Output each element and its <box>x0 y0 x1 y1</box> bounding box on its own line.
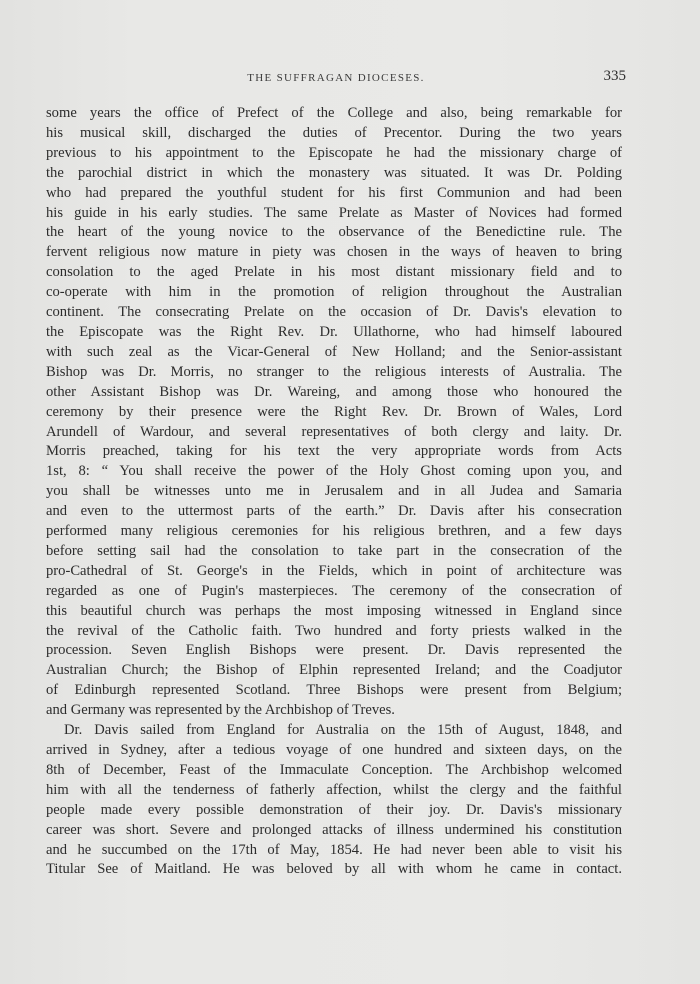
text-line: ceremony by their presence were the Right Rev. Dr. Brown of Wales, Lord <box>46 403 622 420</box>
text-line: his guide in his early studies. The same Prelate as Master of Novices had formed <box>46 204 622 221</box>
text-line: and he succumbed on the 17th of May, 1854. He had never been able to visit his <box>46 841 622 858</box>
text-line: with such zeal as the Vicar-General of New Holland; and the Senior-assistant <box>46 343 622 360</box>
text-line: of Edinburgh represented Scotland. Three Bishops were present from Belgium; <box>46 682 622 699</box>
text-line: 1st, 8: “ You shall receive the power of the Holy Ghost coming upon you, and <box>46 463 622 480</box>
text-line: the Episcopate was the Right Rev. Dr. Ullathorne, who had himself laboured <box>46 323 622 340</box>
text-line: previous to his appointment to the Episcopate he had the missionary charge of <box>46 144 622 161</box>
text-line: arrived in Sydney, after a tedious voyage of one hundred and sixteen days, on the <box>46 742 622 758</box>
text-line: 8th of December, Feast of the Immaculate Conception. The Archbishop welcomed <box>46 761 622 778</box>
text-line: career was short. Severe and prolonged attacks of illness undermined his constitution <box>46 821 622 838</box>
text-line: this beautiful church was perhaps the most imposing witnessed in England since <box>46 602 622 619</box>
text-line: regarded as one of Pugin's masterpieces. The ceremony of the consecration of <box>46 582 622 599</box>
text-line: the revival of the Catholic faith. Two hundred and forty priests walked in the <box>46 622 622 639</box>
text-line: procession. Seven English Bishops were present. Dr. Davis represented the <box>46 642 622 659</box>
text-line: other Assistant Bishop was Dr. Wareing, and among those who honoured the <box>46 383 622 400</box>
text-line: Arundell of Wardour, and several representatives of both clergy and laity. Dr. <box>46 423 622 440</box>
text-line: pro-Cathedral of St. George's in the Fields, which in point of architecture was <box>46 562 622 579</box>
text-line: Bishop was Dr. Morris, no stranger to the religious interests of Australia. The <box>46 363 622 380</box>
text-line: him with all the tenderness of fatherly affection, whilst the clergy and the faithful <box>46 781 622 798</box>
text-line: before setting sail had the consolation to take part in the consecration of the <box>46 542 622 559</box>
running-head: THE SUFFRAGAN DIOCESES. <box>247 72 425 84</box>
text-line: you shall be witnesses unto me in Jerusalem and in all Judea and Samaria <box>46 483 622 500</box>
text-line: performed many religious ceremonies for his religious brethren, and a few days <box>46 523 622 540</box>
text-line: his musical skill, discharged the duties of Precentor. During the two years <box>46 124 622 141</box>
text-line: Australian Church; the Bishop of Elphin represented Ireland; and the Coadjutor <box>46 662 622 679</box>
text-line: and even to the uttermost parts of the earth.” Dr. Davis after his consecration <box>46 503 622 520</box>
text-line: some years the office of Prefect of the College and also, being remarkable for <box>46 105 622 121</box>
text-line: people made every possible demonstration of their joy. Dr. Davis's missionary <box>46 801 622 818</box>
text-line: consolation to the aged Prelate in his most distant missionary field and to <box>46 264 622 281</box>
text-line: Morris preached, taking for his text the very appropriate words from Acts <box>46 443 622 460</box>
page-number: 335 <box>603 68 626 84</box>
paragraph-start-line: Dr. Davis sailed from England for Australia on the 15th of August, 1848, and <box>64 722 622 739</box>
text-line: Titular See of Maitland. He was beloved by all with whom he came in contact. <box>46 861 622 878</box>
text-line: who had prepared the youthful student for his first Communion and had been <box>46 184 622 201</box>
paragraph-end-line: and Germany was represented by the Archbishop of Treves. <box>46 702 395 719</box>
text-line: continent. The consecrating Prelate on the occasion of Dr. Davis's elevation to <box>46 304 622 321</box>
text-line: co-operate with him in the promotion of religion throughout the Australian <box>46 284 622 301</box>
page-header <box>46 70 626 90</box>
body-text <box>46 104 622 880</box>
text-line: the heart of the young novice to the observance of the Benedictine rule. The <box>46 224 622 241</box>
text-line: fervent religious now mature in piety was chosen in the ways of heaven to bring <box>46 244 622 261</box>
text-line: the parochial district in which the monastery was situated. It was Dr. Polding <box>46 164 622 181</box>
